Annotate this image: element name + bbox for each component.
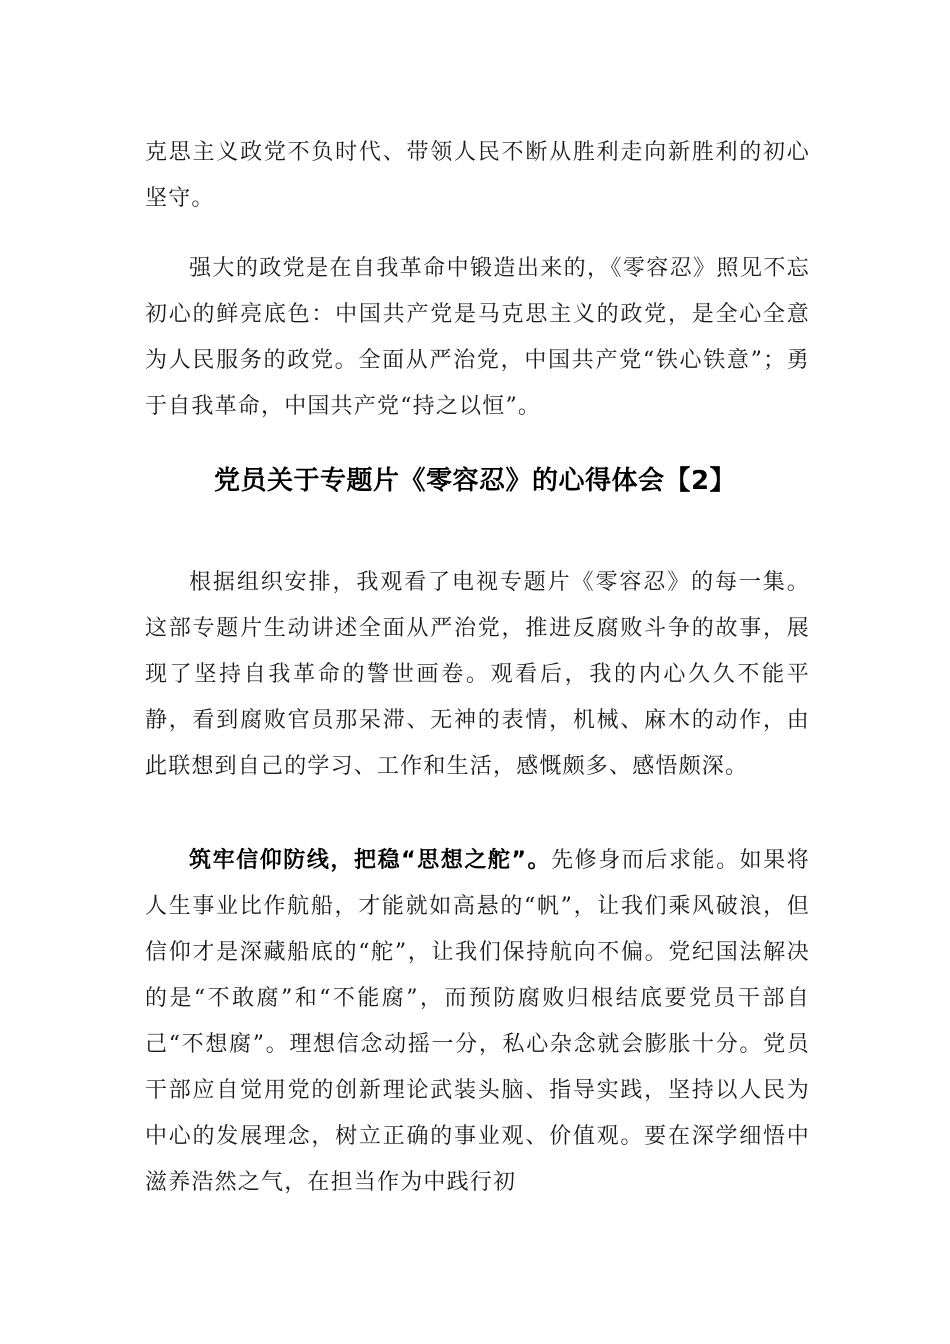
paragraph-zero-tolerance-summary: 强大的政党是在自我革命中锻造出来的，《零容忍》照见不忘初心的鲜亮底色：中国共产党是马克思主义的政党，是全心全意为人民服务的政党。全面从严治党，中国共产党“铁心铁意”；勇于自我革命，中国共产党“持之以恒”。: [145, 256, 810, 419]
paragraph-viewing-reflection: 根据组织安排，我观看了电视专题片《零容忍》的每一集。这部专题片生动讲述全面从严治党，推进反腐败斗争的故事，展现了坚持自我革命的警世画卷。观看后，我的内心久久不能平静，看到腐败官员那呆滞、无神的表情，机械、麻木的动作，由此联想到自己的学习、工作和生活，感慨颇多、感悟颇深。: [145, 570, 810, 779]
paragraph-body-text: 先修身而后求能。如果将人生事业比作航船，才能就如高悬的“帆”，让我们乘风破浪，但信仰才是深藏船底的“舵”，让我们保持航向不偏。党纪国法解决的是“不敢腐”和“不能腐”，而预防腐败归根结底要党员干部自己“不想腐”。理想信念动摇一分，私心杂念就会膨胀十分。党员干部应自觉用党的创新理论武装头脑、指导实践，坚持以人民为中心的发展理念，树立正确的事业观、价值观。要在深学细悟中滋养浩然之气，在担当作为中践行初: [145, 848, 810, 1195]
paragraph-continuation: 克思主义政党不负时代、带领人民不断从胜利走向新胜利的初心坚守。: [145, 140, 810, 211]
paragraph-faith-defense: [145, 838, 810, 1206]
paragraph-lead-phrase: 筑牢信仰防线，把稳“思想之舵”。: [189, 848, 552, 873]
section-heading: 党员关于专题片《零容忍》的心得体会【2】: [213, 466, 737, 496]
